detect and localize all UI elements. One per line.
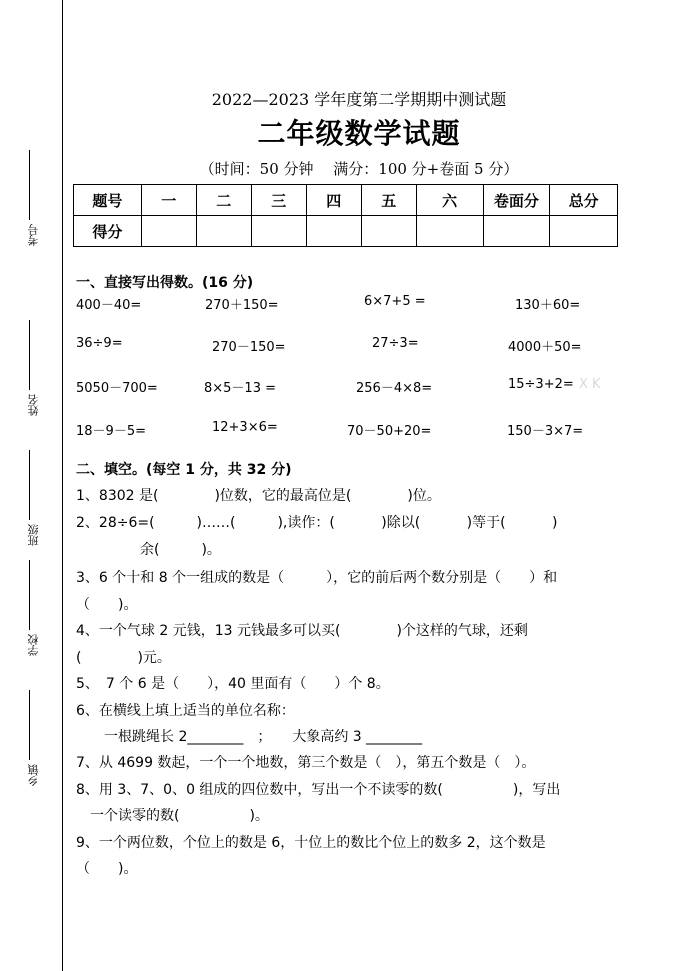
question-9: 9、一个两位数，个位上的数是 6，十位上的数比个位上的数多 2，这个数是 bbox=[76, 835, 546, 851]
exam-info: （时间：50 分钟 满分：100 分+卷面 5 分） bbox=[199, 160, 519, 178]
header-cell: 六 bbox=[416, 185, 483, 216]
school-label: 学校 bbox=[27, 634, 40, 656]
calc-item: 8×5－13 = bbox=[204, 381, 277, 396]
class-blank bbox=[28, 450, 30, 520]
question-6-blanks: 一根跳绳长 2________ ； 大象高约 3 ________ bbox=[104, 729, 423, 745]
calc-item: 5050－700= bbox=[76, 381, 158, 396]
question-9-cont: （ )。 bbox=[76, 861, 138, 877]
calc-row bbox=[76, 294, 621, 312]
header-cell: 二 bbox=[196, 185, 251, 216]
calc-row bbox=[76, 420, 621, 438]
calc-item: 70－50+20= bbox=[347, 424, 432, 439]
class-field[interactable] bbox=[24, 450, 44, 546]
calc-row bbox=[76, 377, 621, 395]
calc-item: 12+3×6= bbox=[212, 420, 278, 435]
question-3-cont: （ )。 bbox=[76, 597, 138, 613]
calc-item: 256－4×8= bbox=[356, 381, 433, 396]
score-cell[interactable] bbox=[483, 216, 550, 247]
year-title: 2022—2023 学年度第二学期期中测试题 bbox=[211, 90, 507, 109]
score-row-label: 得分 bbox=[74, 216, 142, 247]
calc-item: 150－3×7= bbox=[507, 424, 584, 439]
calc-item: 15÷3+2= bbox=[508, 377, 574, 392]
calc-item: 400－40= bbox=[76, 298, 142, 313]
score-table-score-row bbox=[74, 216, 618, 247]
header-cell: 一 bbox=[141, 185, 196, 216]
calc-item: 4000＋50= bbox=[508, 340, 582, 355]
exam-no-label: 考号 bbox=[27, 224, 40, 246]
town-label: 乡镇 bbox=[27, 764, 40, 786]
calc-row bbox=[76, 336, 621, 354]
calc-item: 6×7+5 = bbox=[364, 294, 426, 309]
name-label: 姓名 bbox=[27, 394, 40, 416]
score-cell[interactable] bbox=[196, 216, 251, 247]
header-cell: 题号 bbox=[74, 185, 142, 216]
question-6: 6、在横线上填上适当的单位名称： bbox=[76, 703, 295, 719]
score-table-header-row bbox=[74, 185, 618, 216]
question-8: 8、用 3、7、0、0 组成的四位数中，写出一个不读零的数( )，写出 bbox=[76, 782, 561, 798]
calc-item: 130＋60= bbox=[515, 298, 581, 313]
question-4: 4、一个气球 2 元钱，13 元钱最多可以买( )个这样的气球，还剩 bbox=[76, 623, 528, 639]
main-title: 二年级数学试题 bbox=[257, 117, 461, 150]
calc-item: 270＋150= bbox=[205, 298, 279, 313]
question-2-cont: 余( )。 bbox=[140, 542, 221, 558]
town-field[interactable] bbox=[24, 690, 44, 786]
score-cell[interactable] bbox=[361, 216, 416, 247]
score-cell[interactable] bbox=[141, 216, 196, 247]
header-cell: 卷面分 bbox=[483, 185, 550, 216]
calc-item: 27÷3= bbox=[372, 336, 419, 351]
calc-item: 36÷9= bbox=[76, 336, 123, 351]
score-cell[interactable] bbox=[416, 216, 483, 247]
header-cell: 四 bbox=[306, 185, 361, 216]
question-4-cont: ( )元。 bbox=[76, 650, 171, 666]
question-7: 7、从 4699 数起，一个一个地数，第三个数是（ ），第五个数是（ ）。 bbox=[76, 755, 536, 771]
question-3: 3、6 个十和 8 个一组成的数是（ ），它的前后两个数分别是（ ）和 bbox=[76, 570, 558, 586]
score-table bbox=[73, 184, 618, 247]
school-field[interactable] bbox=[24, 560, 44, 656]
section2-title: 二、填空。(每空 1 分，共 32 分) bbox=[76, 462, 292, 478]
header-cell: 三 bbox=[251, 185, 306, 216]
header-cell: 总分 bbox=[550, 185, 618, 216]
score-cell[interactable] bbox=[251, 216, 306, 247]
score-cell[interactable] bbox=[306, 216, 361, 247]
name-field[interactable] bbox=[24, 320, 44, 416]
town-blank bbox=[28, 690, 30, 760]
school-blank bbox=[28, 560, 30, 630]
watermark-text: X K bbox=[579, 377, 601, 392]
header-cell: 五 bbox=[361, 185, 416, 216]
question-2: 2、28÷6=( )……( ),读作：( )除以( )等于( ) bbox=[76, 515, 558, 531]
section1-title: 一、直接写出得数。(16 分) bbox=[76, 275, 254, 291]
question-1: 1、8302 是( )位数，它的最高位是( )位。 bbox=[76, 488, 441, 504]
class-label: 班级 bbox=[27, 524, 40, 546]
score-cell[interactable] bbox=[550, 216, 618, 247]
calc-item: 270－150= bbox=[212, 340, 286, 355]
name-blank bbox=[28, 320, 30, 390]
question-8-cont: 一个读零的数( )。 bbox=[90, 808, 269, 824]
question-5: 5、 7 个 6 是（ ），40 里面有（ ）个 8。 bbox=[76, 676, 390, 692]
calc-item: 18－9－5= bbox=[76, 424, 146, 439]
